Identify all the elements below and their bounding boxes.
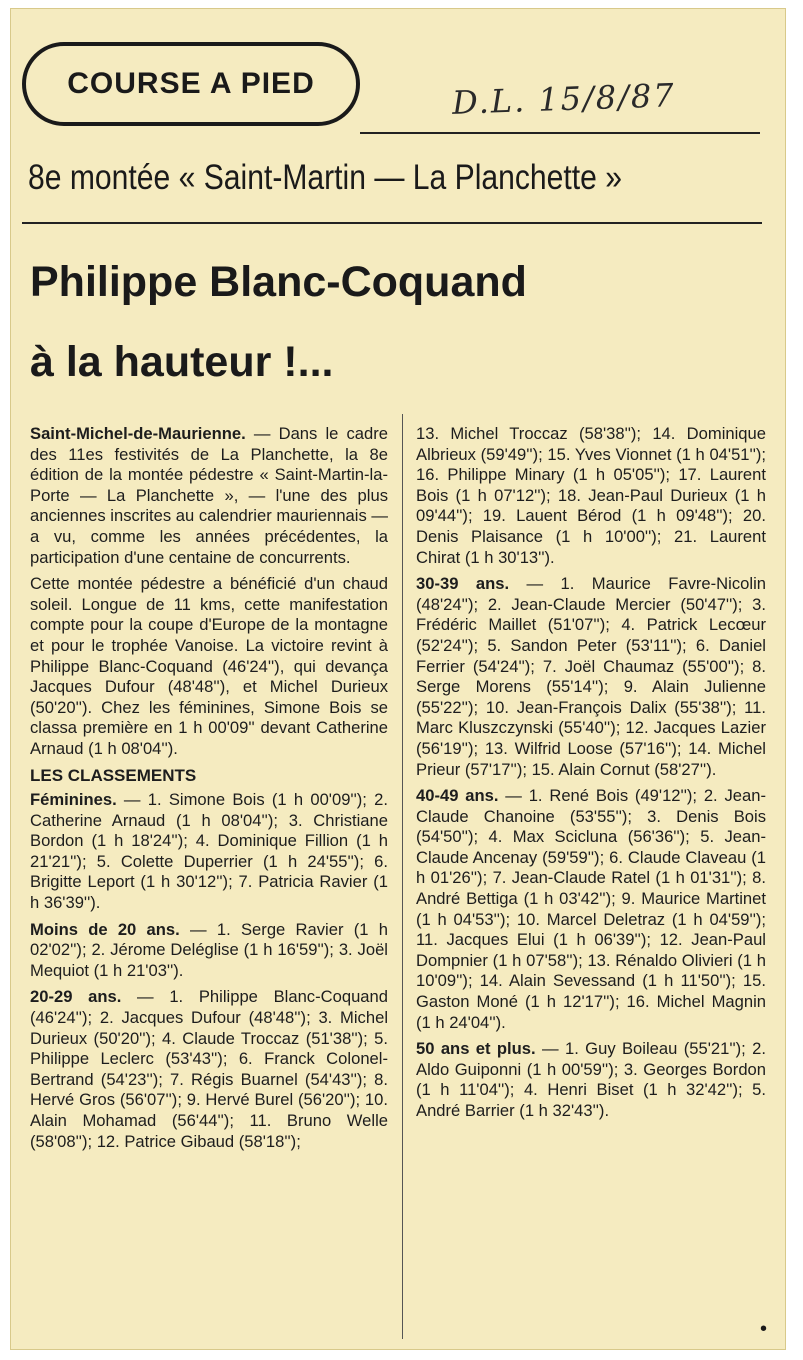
left-column: [30, 424, 388, 1158]
results-50-plus: [416, 1039, 766, 1121]
category-label: 30-39 ans.: [416, 574, 510, 594]
title-rule: [22, 222, 762, 224]
results-20-29: [30, 987, 388, 1152]
results-feminines: [30, 790, 388, 914]
category-results: — 1. Guy Boileau (55'21''); 2. Aldo Guiponni (1 h 00'59''); 3. Georges Bordon (1 h 11'04''); 4. Henri Biset (1 h 32'42''); 5. André Barrier (1 h 32'43'').: [416, 1039, 766, 1120]
top-rule: [360, 132, 760, 134]
race-summary-paragraph: Cette montée pédestre a bénéficié d'un chaud soleil. Longue de 11 kms, cette manifestation compte pour la coupe d'Europe de la montagne et pour le trophée Vanoise. La victoire revint à Philippe Blanc-Coquand (46'24''), qui devança Jacques Dufour (48'48''), et Michel Durieux (50'20''). Chez les féminines, Simone Bois se classa première en 1 h 00'09'' devant Catherine Arnaud (1 h 08'04'').: [30, 574, 388, 758]
intro-text: — Dans le cadre des 11es festivités de La Planchette, la 8e édition de la montée pédestre « Saint-Martin-la-Porte — La Planchette », — l'une des plus anciennes inscrites au calendrier mauriennais — a vu, comme les années précédentes, la participation d'une centaine de concurrents.: [30, 424, 388, 567]
category-results: — 1. Philippe Blanc-Coquand (46'24''); 2. Jacques Dufour (48'48''); 3. Michel Durieux (50'20''); 4. Claude Troccaz (51'38''); 5. Philippe Leclerc (53'43''); 6. Franck Colonel-Bertrand (54'23''); 7. Régis Buarnel (54'43''); 8. Hervé Gros (56'07''); 9. Hervé Burel (56'20''); 10. Alain Mohamad (56'44''); 11. Bruno Welle (58'08''); 12. Patrice Gibaud (58'18'');: [30, 987, 388, 1151]
results-20-29-continued: 13. Michel Troccaz (58'38''); 14. Dominique Albrieux (59'49''); 15. Yves Vionnet (1 h 04'51''); 16. Philippe Minary (1 h 05'05''); 17. Laurent Bois (1 h 07'12''); 18. Jean-Paul Durieux (1 h 09'44''); 19. Lauent Bérod (1 h 09'48''); 20. Denis Plaisance (1 h 10'00''); 21. Laurent Chirat (1 h 30'13'').: [416, 424, 766, 567]
right-column: [416, 424, 766, 1128]
category-label: 40-49 ans.: [416, 786, 499, 806]
results-30-39: [416, 574, 766, 780]
results-moins-20: [30, 920, 388, 982]
category-label: 20-29 ans.: [30, 987, 122, 1007]
category-results: — 1. Simone Bois (1 h 00'09''); 2. Catherine Arnaud (1 h 08'04''); 3. Christiane Bordon (1 h 18'24''); 4. Dominique Fillion (1 h 21'21''); 5. Colette Duperrier (1 h 24'55''); 6. Brigitte Leport (1 h 30'12''); 7. Patricia Ravier (1 h 36'39'').: [30, 790, 388, 913]
category-results: — 1. René Bois (49'12''); 2. Jean-Claude Chanoine (53'55''); 3. Denis Bois (54'50''); 4. Max Scicluna (56'36''); 5. Jean-Claude Ancenay (59'59''); 6. Claude Claveau (1 h 01'26''); 7. Jean-Claude Ratel (1 h 01'31''); 8. André Bettiga (1 h 03'42''); 9. Maurice Martinet (1 h 04'53''); 10. Marcel Deletraz (1 h 04'59''); 11. Jacques Elui (1 h 06'39''); 12. Jean-Paul Dompnier (1 h 07'58''); 13. Rénaldo Olivieri (1 h 10'09''); 14. Alain Sevessand (1 h 11'50''); 15. Gaston Moné (1 h 12'17''); 16. Michel Magnin (1 h 24'04'').: [416, 786, 766, 1032]
headline-line-1: Philippe Blanc-Coquand: [30, 258, 527, 306]
category-results: — 1. Serge Ravier (1 h 02'02''); 2. Jérome Deléglise (1 h 16'59''); 3. Joël Mequiot (1 h 21'03'').: [30, 919, 389, 980]
category-results: — 1. Maurice Favre-Nicolin (48'24''); 2. Jean-Claude Mercier (50'47''); 3. Frédéric Maillet (51'07''); 4. Patrick Lecœur (52'24''); 5. Sandon Peter (53'11''); 6. Daniel Ferrier (54'24''); 7. Joël Chaumaz (55'00''); 8. Serge Morens (55'14''); 9. Alain Julienne (55'22''); 10. Jean-François Dalix (55'38''); 11. Marc Kluszczynski (55'40''); 12. Jacques Lazier (56'19''); 13. Wilfrid Loose (57'16''); 14. Michel Prieur (57'17''); 15. Alain Cornut (58'27'').: [416, 574, 766, 779]
headline-line-2: à la hauteur !...: [30, 338, 334, 386]
section-rubric: COURSE A PIED: [22, 42, 360, 126]
article-surtitle: 8e montée « Saint-Martin — La Planchette »: [28, 158, 622, 197]
category-label: 50 ans et plus.: [416, 1039, 536, 1059]
handwritten-date-note: D.L. 15/8/87: [451, 76, 677, 122]
results-40-49: [416, 786, 766, 1033]
end-dot: •: [760, 1318, 768, 1340]
intro-paragraph: [30, 424, 388, 568]
results-heading: LES CLASSEMENTS: [30, 765, 197, 785]
category-label: Féminines.: [30, 790, 117, 810]
dateline: Saint-Michel-de-Maurienne.: [30, 424, 246, 443]
column-divider: [402, 414, 403, 1339]
category-label: Moins de 20 ans.: [30, 919, 180, 939]
